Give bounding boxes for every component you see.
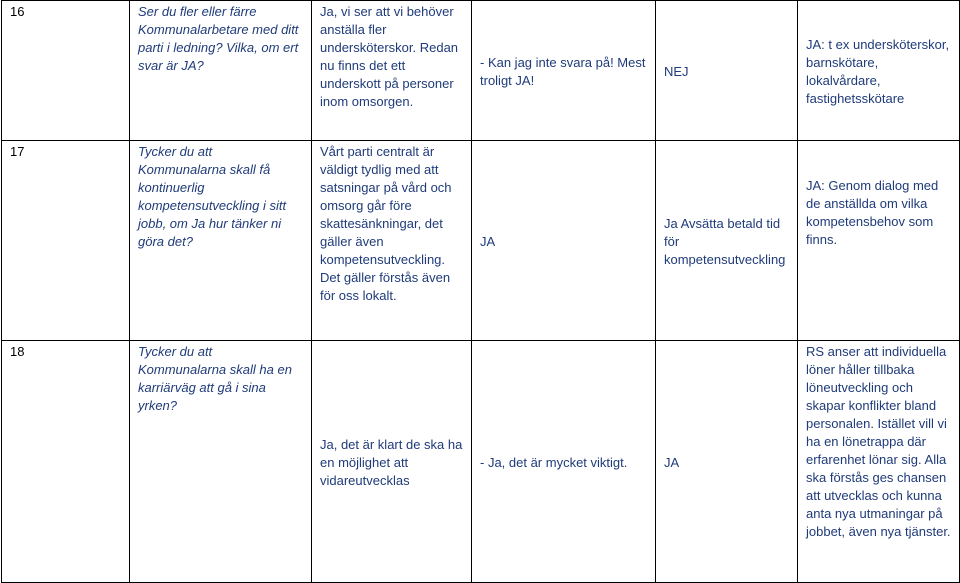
party-answer-3: Ja Avsätta betald tid för kompetensutveckling xyxy=(656,141,798,341)
party-answer-2: - Ja, det är mycket viktigt. xyxy=(472,341,656,583)
question-text: Tycker du att Kommunalarna skall få kontinuerlig kompetensutveckling i sitt jobb, om Ja hur tänker ni göra det? xyxy=(130,141,312,341)
party-answer-4: JA: Genom dialog med de anställda om vilka kompetensbehov som finns. xyxy=(798,141,960,341)
table-row xyxy=(2,1,960,141)
question-text: Ser du fler eller färre Kommunalarbetare med ditt parti i ledning? Vilka, om ert svar är JA? xyxy=(130,1,312,141)
table-row xyxy=(2,141,960,341)
party-answer-1: Ja, det är klart de ska ha en möjlighet att vidareutvecklas xyxy=(312,341,472,583)
question-text: Tycker du att Kommunalarna skall ha en karriärväg att gå i sina yrken? xyxy=(130,341,312,583)
party-answer-3: JA xyxy=(656,341,798,583)
party-answer-3: NEJ xyxy=(656,1,798,141)
party-answer-2: - Kan jag inte svara på! Mest troligt JA! xyxy=(472,1,656,141)
question-number: 17 xyxy=(2,141,130,341)
party-answer-1: Vårt parti centralt är väldigt tydlig med att satsningar på vård och omsorg går före skattesänkningar, det gäller även kompetensutveckling. Det gäller förstås även för oss lokalt. xyxy=(312,141,472,341)
party-answer-1: Ja, vi ser att vi behöver anställa fler undersköterskor. Redan nu finns det ett underskott på personer inom omsorgen. xyxy=(312,1,472,141)
table-row xyxy=(2,341,960,583)
question-number: 18 xyxy=(2,341,130,583)
party-answers-table xyxy=(1,0,960,583)
question-number: 16 xyxy=(2,1,130,141)
party-answer-2: JA xyxy=(472,141,656,341)
party-answer-4: RS anser att individuella löner håller tillbaka löneutveckling och skapar konflikter bland personalen. Istället vill vi ha en lönetrappa där erfarenhet lönar sig. Alla ska förstås ges chansen att utvecklas och kunna anta nya utmaningar på jobbet, även nya tjänster. xyxy=(798,341,960,583)
party-answer-4: JA: t ex undersköterskor, barnskötare, lokalvårdare, fastighetsskötare xyxy=(798,1,960,141)
